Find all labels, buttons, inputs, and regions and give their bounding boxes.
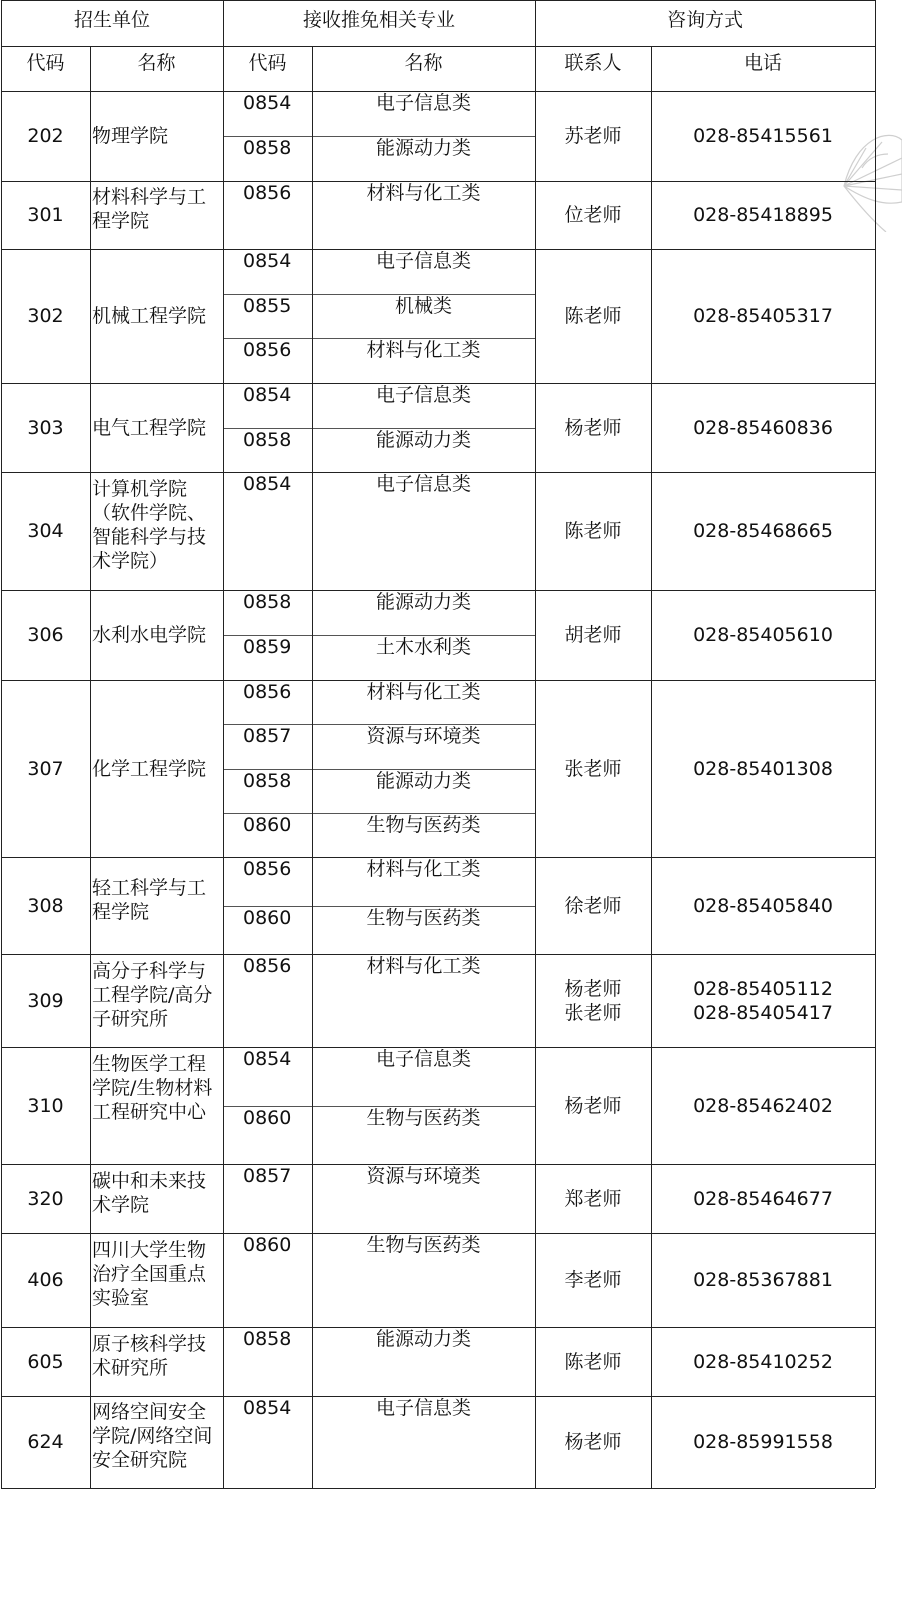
grid-line-horizontal (1, 383, 875, 384)
contact-person: 杨老师 (564, 1094, 622, 1117)
grid-line-horizontal (1, 1488, 875, 1489)
phone-number: 028-85367881 (693, 1269, 833, 1291)
unit-code: 302 (27, 305, 64, 327)
contact-person: 陈老师 (564, 305, 622, 327)
unit-code: 301 (27, 204, 64, 226)
phone-number: 028-85460836 (693, 416, 833, 439)
grid-line-vertical (312, 46, 313, 1488)
unit-name: 物理学院 (92, 125, 169, 147)
grid-line-horizontal (223, 136, 535, 137)
major-code: 0859 (243, 636, 292, 658)
major-name: 生物与医药类 (366, 906, 481, 929)
unit-code: 320 (27, 1187, 64, 1210)
grid-line-horizontal (1, 1164, 875, 1165)
grid-line-horizontal (223, 813, 535, 814)
unit-name: 化学工程学院 (92, 757, 207, 780)
major-name: 电子信息类 (375, 92, 471, 114)
unit-name: 材料科学与工程学院 (92, 186, 207, 232)
unit-name: 水利水电学院 (92, 624, 207, 646)
major-code: 0860 (243, 813, 292, 836)
major-code: 0858 (243, 428, 292, 451)
unit-code: 304 (27, 520, 64, 542)
phone-number: 028-85410252 (693, 1350, 833, 1373)
unit-code: 308 (27, 894, 64, 917)
major-name: 材料与化工类 (366, 681, 481, 703)
contact-person: 郑老师 (564, 1187, 622, 1210)
major-code: 0858 (243, 137, 292, 159)
unit-code: 624 (27, 1431, 64, 1453)
major-code: 0858 (243, 769, 292, 792)
unit-code: 406 (27, 1269, 64, 1291)
major-code: 0856 (243, 339, 292, 362)
grid-line-vertical (223, 0, 224, 1488)
contact-person: 陈老师 (564, 1350, 622, 1373)
unit-code: 306 (27, 624, 64, 646)
phone-number: 028-85405317 (693, 305, 833, 327)
major-name: 材料与化工类 (366, 858, 481, 880)
grid-line-horizontal (1, 954, 875, 955)
grid-line-horizontal (1, 1047, 875, 1048)
grid-line-horizontal (1, 0, 875, 1)
major-name: 能源动力类 (375, 1328, 471, 1350)
grid-line-vertical (651, 46, 652, 1488)
header-unit-code: 代码 (26, 52, 65, 74)
major-code: 0855 (243, 294, 292, 317)
major-name: 材料与化工类 (366, 955, 481, 977)
contact-person: 杨老师 (564, 1431, 622, 1453)
grid-line-horizontal (1, 472, 875, 473)
major-code: 0854 (243, 473, 292, 495)
major-name: 电子信息类 (375, 473, 471, 495)
unit-name: 高分子科学与工程学院/高分子研究所 (92, 959, 213, 1030)
contact-person: 陈老师 (564, 520, 622, 542)
header-phone: 电话 (743, 52, 782, 74)
major-name: 电子信息类 (375, 1048, 471, 1070)
major-name: 能源动力类 (375, 591, 471, 613)
unit-code: 303 (27, 416, 64, 439)
grid-line-horizontal (1, 181, 875, 182)
major-code: 0860 (243, 1234, 292, 1256)
major-name: 生物与医药类 (366, 813, 481, 836)
major-code: 0857 (243, 1165, 292, 1187)
grid-line-horizontal (1, 1233, 875, 1234)
major-code: 0860 (243, 906, 292, 929)
grid-line-horizontal (223, 724, 535, 725)
grid-line-horizontal (223, 769, 535, 770)
major-name: 资源与环境类 (366, 1165, 481, 1187)
unit-name: 计算机学院（软件学院、智能科学与技术学院） (92, 478, 207, 572)
major-name: 材料与化工类 (366, 339, 481, 362)
contact-person: 苏老师 (564, 125, 622, 147)
major-name: 电子信息类 (375, 384, 471, 406)
contact-person: 位老师 (564, 204, 622, 226)
phone-number: 028-85462402 (693, 1094, 833, 1117)
major-name: 能源动力类 (375, 428, 471, 451)
major-code: 0854 (243, 250, 292, 272)
contact-person: 杨老师 (564, 416, 622, 439)
grid-line-horizontal (223, 294, 535, 295)
major-code: 0856 (243, 955, 292, 977)
major-code: 0854 (243, 92, 292, 114)
contact-person: 李老师 (564, 1269, 622, 1291)
unit-name: 碳中和未来技术学院 (92, 1169, 207, 1216)
major-name: 生物与医药类 (366, 1234, 481, 1256)
major-code: 0854 (243, 1397, 292, 1419)
phone-number: 028-85464677 (693, 1187, 833, 1210)
contact-person: 杨老师 张老师 (564, 977, 622, 1024)
unit-name: 四川大学生物治疗全国重点实验室 (92, 1239, 207, 1309)
header-major-group: 接收推免相关专业 (302, 9, 455, 31)
grid-line-horizontal (1, 1396, 875, 1397)
major-name: 生物与医药类 (366, 1106, 481, 1129)
unit-code: 605 (27, 1350, 64, 1373)
unit-name: 原子核科学技术研究所 (92, 1332, 207, 1379)
major-name: 资源与环境类 (366, 725, 481, 748)
major-code: 0856 (243, 681, 292, 703)
major-code: 0856 (243, 182, 292, 204)
major-name: 电子信息类 (375, 250, 471, 272)
major-name: 材料与化工类 (366, 182, 481, 204)
major-code: 0854 (243, 1048, 292, 1070)
unit-name: 轻工科学与工程学院 (92, 876, 207, 923)
unit-name: 电气工程学院 (92, 416, 207, 439)
major-name: 土木水利类 (375, 636, 471, 658)
unit-code: 202 (27, 125, 64, 147)
header-major-code: 代码 (248, 52, 287, 74)
grid-line-horizontal (223, 906, 535, 907)
grid-line-horizontal (1, 249, 875, 250)
major-code: 0854 (243, 384, 292, 406)
grid-line-horizontal (223, 1106, 535, 1107)
grid-line-horizontal (1, 91, 875, 92)
phone-number: 028-85991558 (693, 1431, 833, 1453)
unit-code: 310 (27, 1094, 64, 1117)
major-code: 0857 (243, 725, 292, 748)
header-major-name: 名称 (404, 52, 443, 74)
major-name: 电子信息类 (375, 1397, 471, 1419)
phone-number: 028-85405112 028-85405417 (693, 977, 833, 1024)
unit-name: 生物医学工程学院/生物材料工程研究中心 (92, 1052, 213, 1123)
phone-number: 028-85401308 (693, 757, 833, 780)
grid-line-vertical (1, 0, 2, 1488)
header-contact-person: 联系人 (564, 52, 622, 74)
grid-line-horizontal (1, 680, 875, 681)
header-contact-group: 咨询方式 (666, 9, 743, 31)
major-name: 能源动力类 (375, 769, 471, 792)
grid-line-vertical (875, 0, 876, 1488)
unit-code: 307 (27, 757, 64, 780)
major-code: 0858 (243, 1328, 292, 1350)
contact-person: 徐老师 (564, 894, 622, 917)
phone-number: 028-85468665 (693, 520, 833, 542)
phone-number: 028-85405610 (693, 624, 833, 646)
header-unit-name: 名称 (137, 52, 176, 74)
unit-name: 机械工程学院 (92, 305, 207, 327)
phone-number: 028-85418895 (693, 204, 833, 226)
grid-line-horizontal (223, 635, 535, 636)
contact-person: 张老师 (564, 757, 622, 780)
grid-line-horizontal (1, 1327, 875, 1328)
unit-name: 网络空间安全学院/网络空间安全研究院 (92, 1401, 213, 1471)
grid-line-horizontal (1, 857, 875, 858)
contact-person: 胡老师 (564, 624, 622, 646)
grid-line-horizontal (1, 46, 875, 47)
grid-line-vertical (535, 0, 536, 1488)
phone-number: 028-85415561 (693, 125, 833, 147)
major-code: 0856 (243, 858, 292, 880)
major-name: 能源动力类 (375, 137, 471, 159)
grid-line-horizontal (1, 590, 875, 591)
unit-code: 309 (27, 989, 64, 1012)
phone-number: 028-85405840 (693, 894, 833, 917)
grid-line-vertical (90, 46, 91, 1488)
major-code: 0860 (243, 1106, 292, 1129)
major-code: 0858 (243, 591, 292, 613)
header-unit-group: 招生单位 (73, 9, 150, 31)
grid-line-horizontal (223, 338, 535, 339)
major-name: 机械类 (394, 294, 452, 317)
grid-line-horizontal (223, 428, 535, 429)
